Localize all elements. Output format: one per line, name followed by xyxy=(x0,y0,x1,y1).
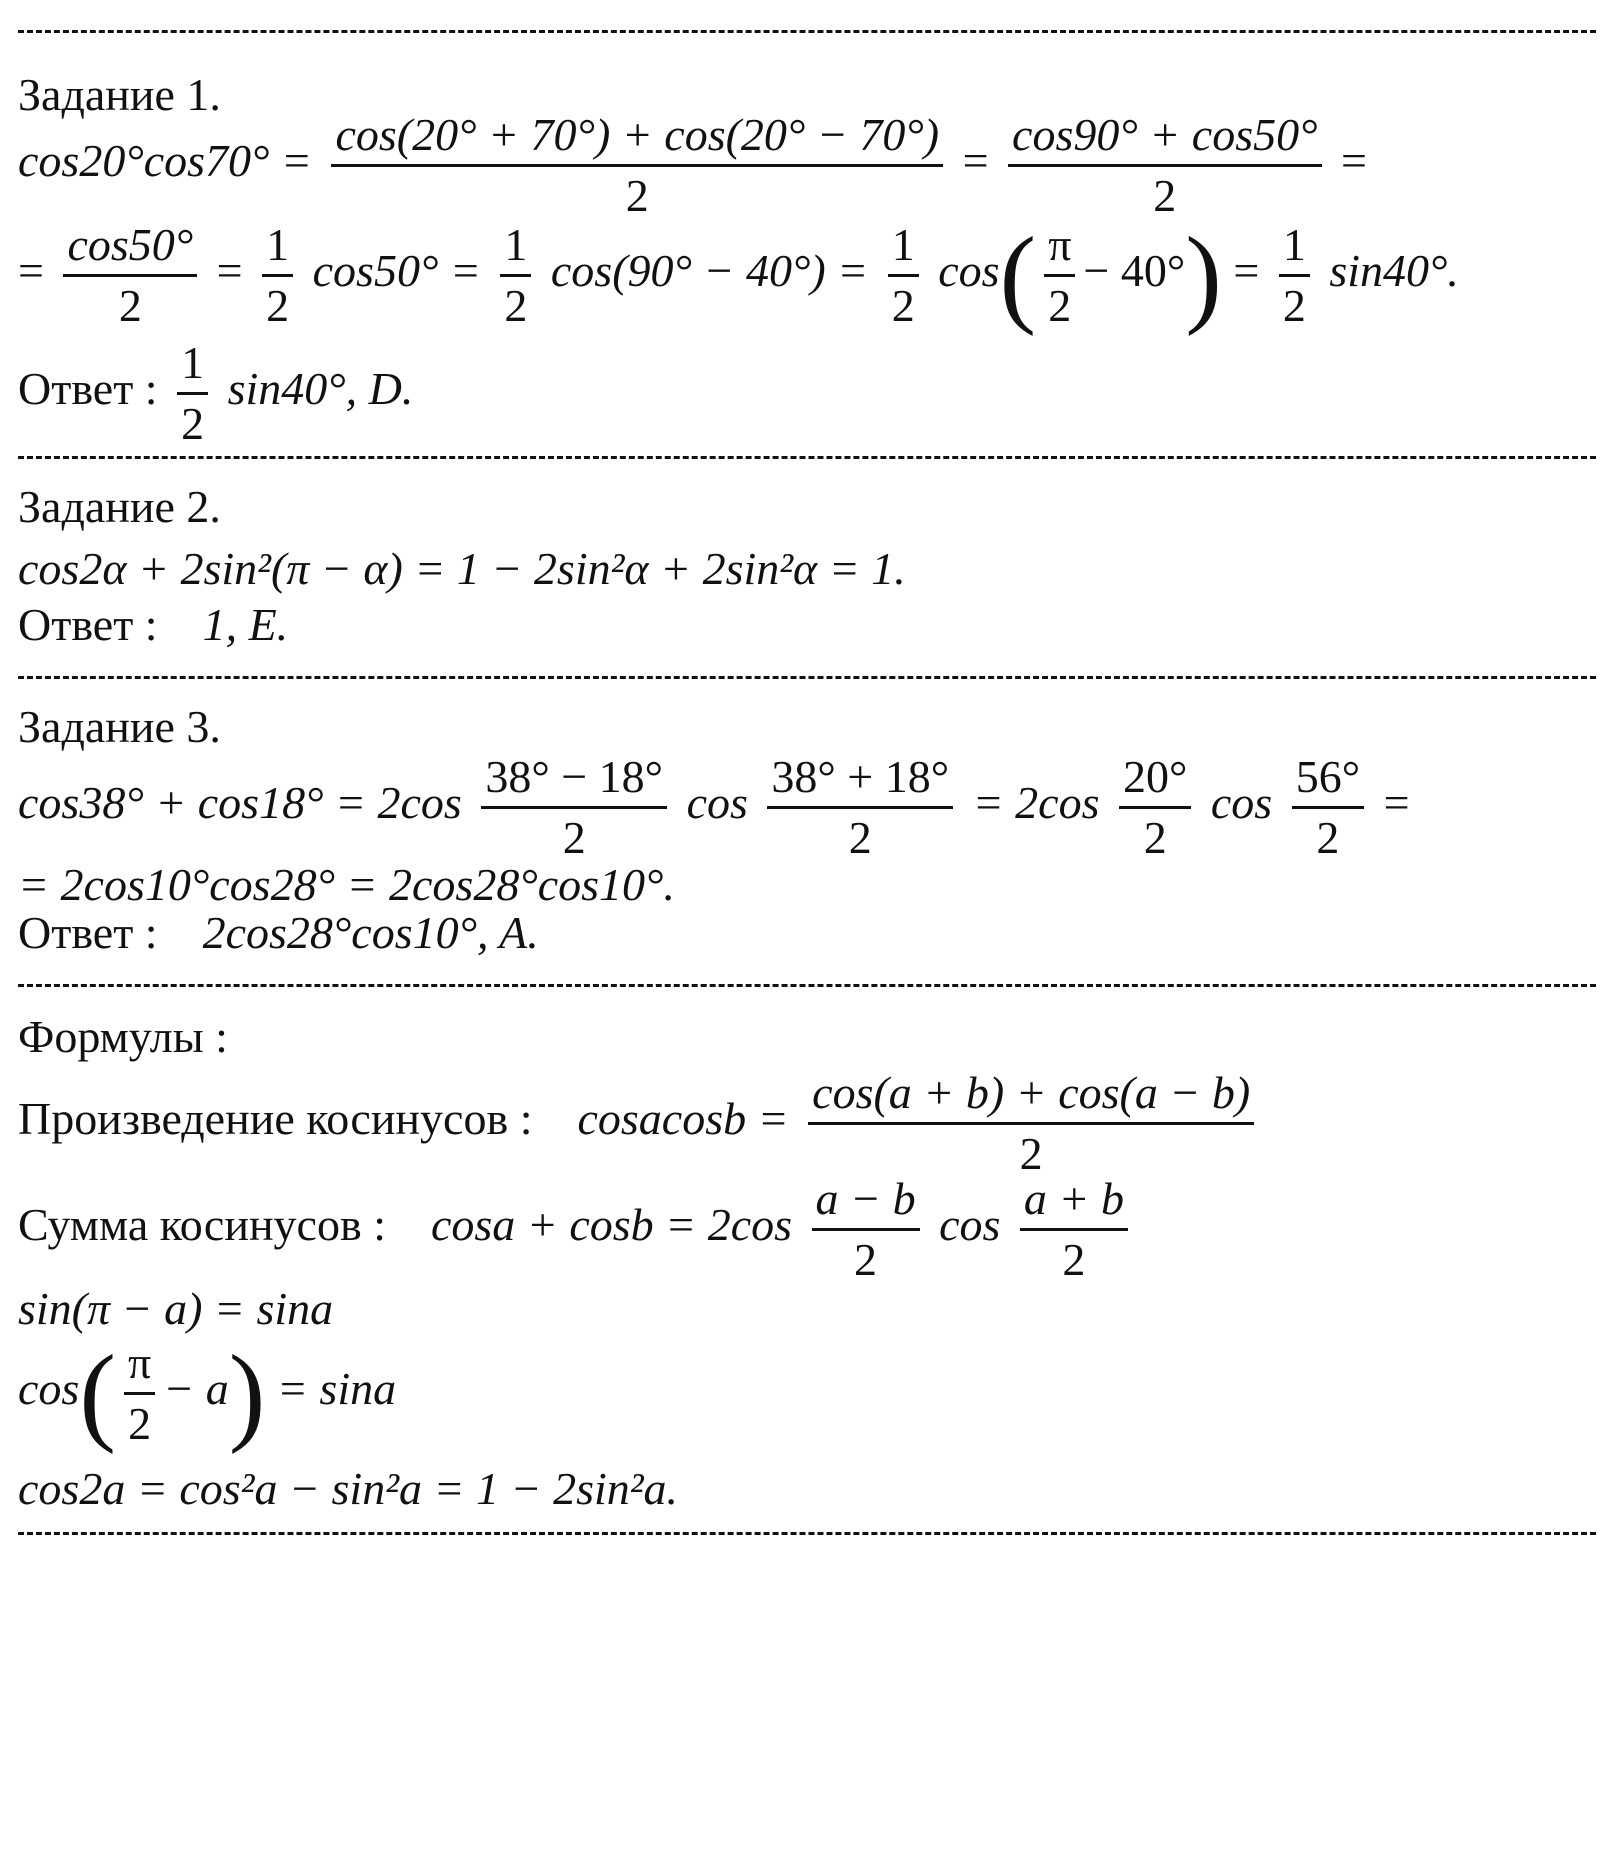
answer-label: Ответ : xyxy=(18,363,158,415)
task-3-answer xyxy=(18,907,539,958)
separator xyxy=(18,1532,1596,1535)
answer-value: 1, E. xyxy=(202,599,289,650)
formulas-title: Формулы : xyxy=(18,1011,228,1062)
formula-cosine-reduction: cos( $\frac{\pi}{2}$ − a) = sina xyxy=(18,1332,397,1455)
task-1-fraction-1: $\frac{\cos(20^\circ + 70^\circ) + \cos(20^\circ - 70^\circ)}{2}$ xyxy=(331,112,943,219)
answer-value: 2cos28°cos10°, A. xyxy=(202,907,539,958)
formula-sum-fraction-1: $\frac{a - b}{2}$ xyxy=(812,1176,920,1283)
task-2-title: Задание 2. xyxy=(18,481,221,532)
task-3-fraction-3: $\frac{20^\circ}{2}$ xyxy=(1119,754,1191,861)
task-2-line-1: cos2α + 2sin²(π − α) = 1 − 2sin²α + 2sin²α = 1. xyxy=(18,543,906,594)
task-3-fraction-4: $\frac{56^\circ}{2}$ xyxy=(1292,754,1364,861)
formula-product-fraction: $\frac{\cos(a + b) + \cos(a - b)}{2}$ xyxy=(808,1070,1254,1177)
formula-label: Произведение косинусов : xyxy=(18,1093,533,1145)
task-2-answer xyxy=(18,599,289,650)
answer-label: Ответ : xyxy=(18,907,158,958)
task-1-line-1-lhs: cos20°cos70° = xyxy=(18,135,312,187)
right-paren: ) xyxy=(1185,214,1222,337)
task-3-fraction-2: $\frac{38^\circ + 18^\circ}{2}$ xyxy=(767,754,953,861)
separator xyxy=(18,30,1596,33)
separator xyxy=(18,676,1596,679)
task-1-fraction-3: $\frac{\cos 50^\circ}{2}$ xyxy=(63,222,197,329)
task-1-line-1: cos20°cos70° = $\frac{\cos(20^\circ + 70^\circ) + \cos(20^\circ - 70^\circ)}{2}$ = $\frac{\cos 90^\circ + \cos 50^\circ}{2}$ = xyxy=(18,109,1367,221)
left-paren: ( xyxy=(999,214,1037,337)
formula-cosine-fraction: $\frac{\pi}{2}$ xyxy=(124,1340,155,1447)
task-1-fraction-8: $\frac{1}{2}$ xyxy=(1279,222,1310,329)
formula-product-of-cosines: Произведение косинусов : cosacosb = $\frac{\cos(a + b) + \cos(a - b)}{2}$ xyxy=(18,1070,1262,1177)
task-1-answer-fraction: $\frac{1}{2}$ xyxy=(177,340,208,447)
formula-label: Сумма косинусов : xyxy=(18,1199,386,1251)
task-1-line-2: = $\frac{\cos 50^\circ}{2}$ = $\frac{1}{2}$ cos50° = $\frac{1}{2}$ cos(90° − 40°) = $\frac{1}{2}$ cos( $\frac{\pi}{2}$ − 40°) = $\frac{1}{2}$ sin40°. xyxy=(18,214,1459,337)
task-1-fraction-2: $\frac{\cos 90^\circ + \cos 50^\circ}{2}$ xyxy=(1008,112,1321,219)
formula-sum-of-cosines: Сумма косинусов : cosa + cosb = 2cos $\frac{a - b}{2}$ cos $\frac{a + b}{2}$ xyxy=(18,1176,1136,1283)
task-3-title: Задание 3. xyxy=(18,701,221,752)
formula-double-angle: cos2a = cos²a − sin²a = 1 − 2sin²a. xyxy=(18,1463,679,1514)
formula-sine-reduction: sin(π − a) = sina xyxy=(18,1283,334,1334)
answer-label: Ответ : xyxy=(18,599,158,650)
task-3-fraction-1: $\frac{38^\circ - 18^\circ}{2}$ xyxy=(481,754,667,861)
separator xyxy=(18,984,1596,987)
task-1-fraction-7: $\frac{\pi}{2}$ xyxy=(1044,222,1075,329)
separator xyxy=(18,456,1596,459)
right-paren: ) xyxy=(228,1332,266,1455)
task-1-title: Задание 1. xyxy=(18,69,221,120)
task-1-answer xyxy=(18,337,414,449)
left-paren: ( xyxy=(79,1332,116,1455)
task-3-line-2: = 2cos10°cos28° = 2cos28°cos10°. xyxy=(18,859,675,910)
task-1-fraction-6: $\frac{1}{2}$ xyxy=(888,222,919,329)
formula-sum-fraction-2: $\frac{a + b}{2}$ xyxy=(1020,1176,1128,1283)
task-1-fraction-4: $\frac{1}{2}$ xyxy=(262,222,293,329)
answer-value: sin40°, D. xyxy=(227,363,414,415)
task-1-fraction-5: $\frac{1}{2}$ xyxy=(500,222,531,329)
task-3-line-1: cos38° + cos18° = 2cos $\frac{38^\circ - 18^\circ}{2}$ cos $\frac{38^\circ + 18^\circ}{2}$ = 2cos $\frac{20^\circ}{2}$ cos $\frac{56^\circ}{2}$ = xyxy=(18,751,1410,863)
